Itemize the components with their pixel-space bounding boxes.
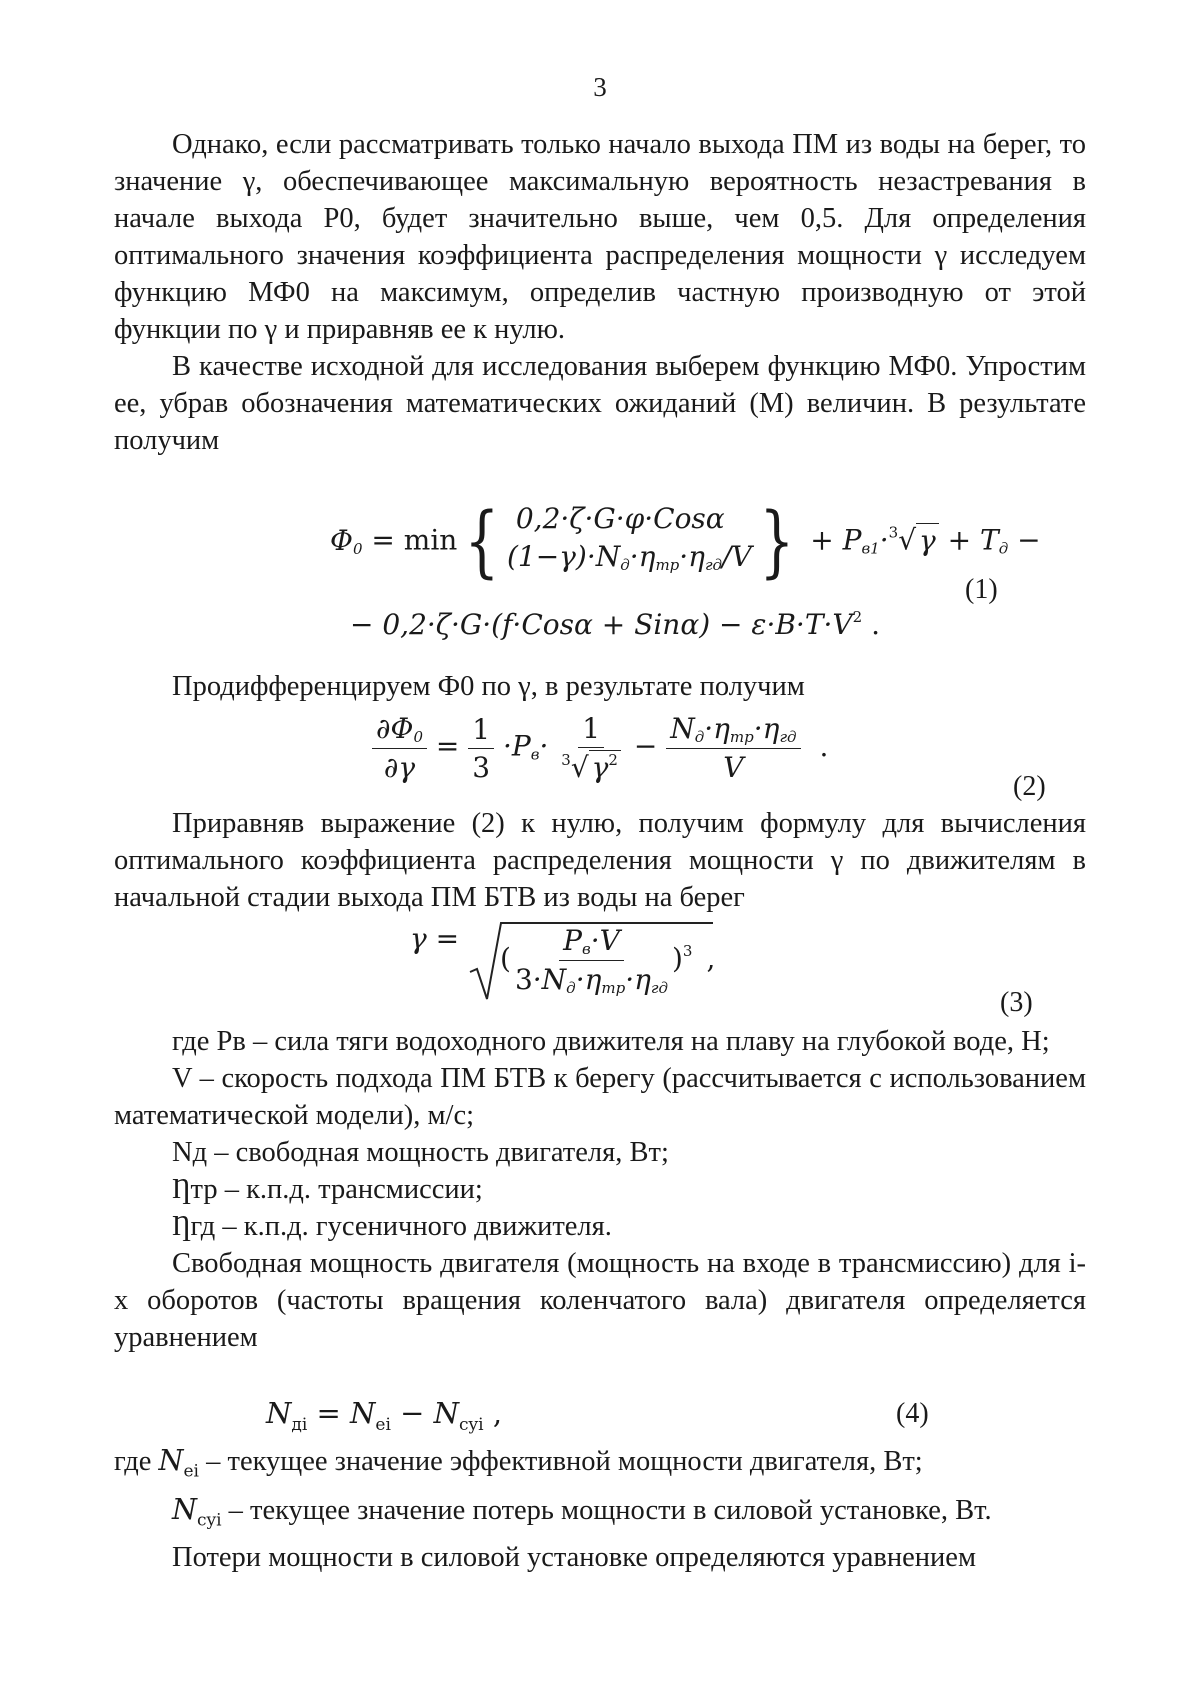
equation-3-body: ( $\frac{P_в\cdot V}{3\cdot N_д\cdot\eta_{тр}\cdot\eta_{гд}}$ )$^3$ , xyxy=(500,924,716,997)
equation-2: $\frac{\partial\Phi_0}{\partial\gamma}$ = $\frac{1}{3}$ $\cdot P_в\cdot$ $\frac{1}{^3√ \gamma^2}$ − $\frac{N_д\cdot\eta_{тр}\cdot\eta_{гд}}{V}$ . xyxy=(372,712,828,784)
equation-2-number: (2) xyxy=(1013,771,1046,802)
paragraph-diff xyxy=(114,668,1086,705)
equation-1: $\Phi_0 = \min${ 0,2·ζ·G·φ·Cosα $(1-\gamma)\cdot N_д\cdot\eta_{тр}\cdot\eta_{гд}/V$ } + $P_{в1}\cdot^3√$ $\gamma + T_д$ − xyxy=(330,497,1041,587)
equation-3-number: (3) xyxy=(1000,987,1033,1018)
paragraph-9: Ƞгд – к.п.д. гусеничного движителя. xyxy=(172,1211,612,1242)
equation-4-number: (4) xyxy=(896,1398,929,1429)
paragraph-5: где Рв – сила тяги водоходного движителя на плаву на глубокой воде, Н; xyxy=(172,1026,1050,1057)
equation-3: γ = xyxy=(410,922,460,955)
definitions xyxy=(114,1023,1086,1356)
paragraph-13: Потери мощности в силовой установке определяются уравнением xyxy=(172,1542,976,1574)
equation-4: $N_{дi} = N_{ei} - N_{cyi}$ , xyxy=(266,1396,503,1435)
paragraph-12: $N_{cyi}$ – текущее значение потерь мощности в силовой установке, Вт. xyxy=(172,1492,992,1531)
paragraph-1: Однако, если рассматривать только начало выхода ПМ из воды на берег, то значение γ, обеспечивающее максимальную вероятность незастревания в начале выхода Р0, будет значительно выше, чем 0,5. Для определения оптимального значения коэффициента распределения мощности γ исследуем функцию МФ0 на максимум, определив частную производную от этой функции по γ и приравняв ее к нулю. xyxy=(114,129,1086,345)
paragraph-result xyxy=(114,805,1086,916)
paragraph-intro xyxy=(114,126,1086,459)
equation-1-number: (1) xyxy=(965,574,998,605)
paragraph-4: Приравняв выражение (2) к нулю, получим формулу для вычисления оптимального коэффициента распределения мощности γ по движителям в начальной стадии выхода ПМ БТВ из воды на берег xyxy=(114,808,1086,913)
paragraph-3: Продифференцируем Ф0 по γ, в результате получим xyxy=(172,671,805,702)
paragraph-2: В качестве исходной для исследования выберем функцию МФ0. Упростим ее, убрав обозначения математических ожиданий (М) величин. В результате получим xyxy=(114,351,1086,456)
paragraph-11: где $N_{ei}$ – текущее значение эффективной мощности двигателя, Вт; xyxy=(114,1444,923,1482)
paragraph-6: V – скорость подхода ПМ БТВ к берегу (рассчитывается с использованием математической модели), м/с; xyxy=(114,1063,1086,1131)
page-number: 3 xyxy=(593,72,607,102)
paragraph-7: Nд – свободная мощность двигателя, Вт; xyxy=(172,1137,669,1168)
definitions-2 xyxy=(114,1442,1086,1576)
paragraph-8: Ƞтр – к.п.д. трансмиссии; xyxy=(172,1174,483,1205)
paragraph-10: Свободная мощность двигателя (мощность на входе в трансмиссию) для i-х оборотов (частоты вращения коленчатого вала) двигателя определяется уравнением xyxy=(114,1248,1086,1353)
equation-1-line-2: − $0,2\cdot\zeta\cdot G\cdot(f\cdot Cos\alpha + Sin\alpha) - \varepsilon\cdot B\cdot T\cdot V^2$ . xyxy=(350,608,880,641)
